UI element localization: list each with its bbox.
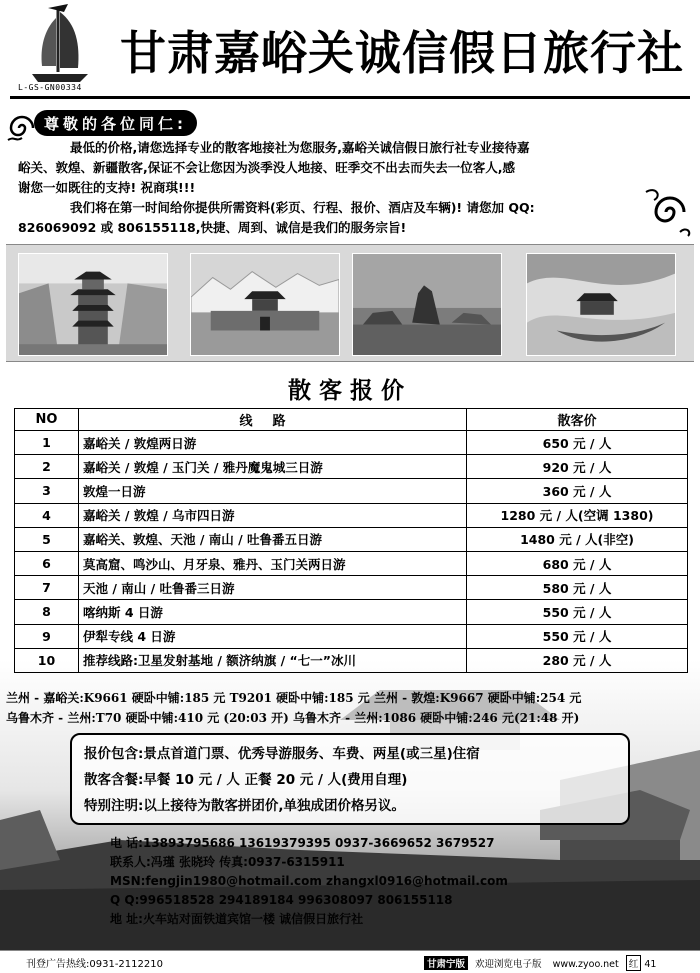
page-title: 甘肃嘉峪关诚信假日旅行社 — [120, 26, 684, 80]
table-row — [15, 576, 688, 600]
train-line: 乌鲁木齐 - 兰州:T70 硬卧中铺:410 元 (20:03 开) 乌鲁木齐 - 兰州:1086 硬卧中铺:246 元(21:48 开) — [6, 711, 580, 725]
footer-site-link[interactable]: www.zyoo.net — [552, 959, 619, 970]
page-number: 41 — [644, 959, 657, 970]
license-number: L-GS-GN00334 — [18, 83, 82, 92]
route-name: 嘉峪关 / 敦煌 / 乌市四日游 — [79, 503, 467, 527]
photo-crescent-lake — [526, 253, 676, 356]
contact-address: 地 址:火车站对面铁道宾馆一楼 诚信假日旅行社 — [110, 912, 364, 926]
edition-badge: 甘肃宁版 — [424, 956, 468, 970]
route-name: 嘉峪关、敦煌、天池 / 南山 / 吐鲁番五日游 — [79, 527, 467, 551]
greeting-heading: 尊敬的各位同仁: — [34, 110, 197, 136]
greeting-body — [18, 138, 688, 238]
table-row — [15, 431, 688, 455]
photo-fortress — [190, 253, 340, 356]
route-name: 嘉峪关 / 敦煌 / 玉门关 / 雅丹魔鬼城三日游 — [79, 455, 467, 479]
table-row — [15, 455, 688, 479]
route-name: 敦煌一日游 — [79, 479, 467, 503]
greeting-line: 峪关、敦煌、新疆散客,保证不会让您因为淡季没人地接、旺季交不出去而失去一位客人,感 — [18, 160, 515, 175]
section-title: 散客报价 — [288, 377, 412, 404]
row-number: 5 — [15, 527, 79, 551]
note-line: 散客含餐:早餐 10 元 / 人 正餐 20 元 / 人(费用自理) — [84, 772, 408, 788]
row-number: 9 — [15, 624, 79, 648]
column-header-route: 线路 — [79, 409, 467, 431]
table-header-row — [15, 409, 688, 431]
train-info — [6, 688, 696, 728]
table-row — [15, 551, 688, 575]
page-mark: 红 — [626, 955, 642, 971]
table-row — [15, 479, 688, 503]
train-line: 兰州 - 嘉峪关:K9661 硬卧中铺:185 元 T9201 硬卧中铺:185 元 兰州 - 敦煌:K9667 硬卧中铺:254 元 — [6, 691, 582, 705]
contact-phone: 电 话:13893795686 13619379395 0937-3669652 3679527 — [110, 836, 495, 850]
table-row — [15, 624, 688, 648]
table-row — [15, 503, 688, 527]
price-notes-box — [70, 733, 630, 825]
route-name: 天池 / 南山 / 吐鲁番三日游 — [79, 576, 467, 600]
route-name: 伊犁专线 4 日游 — [79, 624, 467, 648]
route-price: 1280 元 / 人(空调 1380) — [467, 503, 688, 527]
greeting-line: 最低的价格,请您选择专业的散客地接社为您服务,嘉峪关诚信假日旅行社专业接待嘉 — [70, 140, 530, 155]
table-row — [15, 648, 688, 672]
route-name: 嘉峪关 / 敦煌两日游 — [79, 431, 467, 455]
contact-msn: MSN:fengjin1980@hotmail.com zhangxl0916@hotmail.com — [110, 874, 508, 888]
route-name: 推荐线路:卫星发射基地 / 额济纳旗 / “七一”冰川 — [79, 648, 467, 672]
price-table — [14, 408, 688, 673]
route-price: 550 元 / 人 — [467, 624, 688, 648]
column-header-price: 散客价 — [467, 409, 688, 431]
row-number: 8 — [15, 600, 79, 624]
footer-divider — [0, 950, 700, 951]
row-number: 6 — [15, 551, 79, 575]
route-name: 喀纳斯 4 日游 — [79, 600, 467, 624]
note-line: 特别注明:以上接待为散客拼团价,单独成团价格另议。 — [84, 798, 406, 814]
row-number: 2 — [15, 455, 79, 479]
contact-info — [110, 834, 670, 929]
row-number: 7 — [15, 576, 79, 600]
footer-info — [424, 955, 656, 971]
table-row — [15, 600, 688, 624]
header — [0, 0, 700, 100]
route-name: 莫高窟、鸣沙山、月牙泉、雅丹、玉门关两日游 — [79, 551, 467, 575]
note-line: 报价包含:景点首道门票、优秀导游服务、车费、两星(或三星)住宿 — [84, 746, 480, 762]
row-number: 3 — [15, 479, 79, 503]
route-price: 680 元 / 人 — [467, 551, 688, 575]
route-price: 280 元 / 人 — [467, 648, 688, 672]
contact-person: 联系人:冯瑾 张晓玲 传真:0937-6315911 — [110, 855, 345, 869]
route-price: 580 元 / 人 — [467, 576, 688, 600]
route-price: 550 元 / 人 — [467, 600, 688, 624]
greeting-line: 826069092 或 806155118,快捷、周到、诚信是我们的服务宗旨! — [18, 220, 407, 235]
route-price: 920 元 / 人 — [467, 455, 688, 479]
row-number: 4 — [15, 503, 79, 527]
table-row — [15, 527, 688, 551]
photo-yardang — [352, 253, 502, 356]
swirl-ornament-icon — [636, 182, 696, 238]
column-header-no: NO — [15, 409, 79, 431]
ad-hotline: 刊登广告热线:0931-2112210 — [26, 959, 163, 970]
row-number: 10 — [15, 648, 79, 672]
contact-qq: Q Q:996518528 294189184 996308097 806155118 — [110, 893, 453, 907]
route-price: 1480 元 / 人(非空) — [467, 527, 688, 551]
header-divider — [10, 96, 690, 99]
greeting-section — [4, 106, 696, 246]
row-number: 1 — [15, 431, 79, 455]
route-price: 650 元 / 人 — [467, 431, 688, 455]
route-price: 360 元 / 人 — [467, 479, 688, 503]
footer-slogan: 欢迎浏览电子版 — [475, 959, 542, 970]
sailboat-logo-icon — [18, 4, 100, 84]
greeting-line: 谢您一如既往的支持! 祝商琪!!! — [18, 180, 196, 195]
photo-pagoda — [18, 253, 168, 356]
greeting-line: 我们将在第一时间给你提供所需资料(彩页、行程、报价、酒店及车辆)! 请您加 QQ: — [70, 200, 535, 215]
photo-strip — [6, 244, 694, 362]
